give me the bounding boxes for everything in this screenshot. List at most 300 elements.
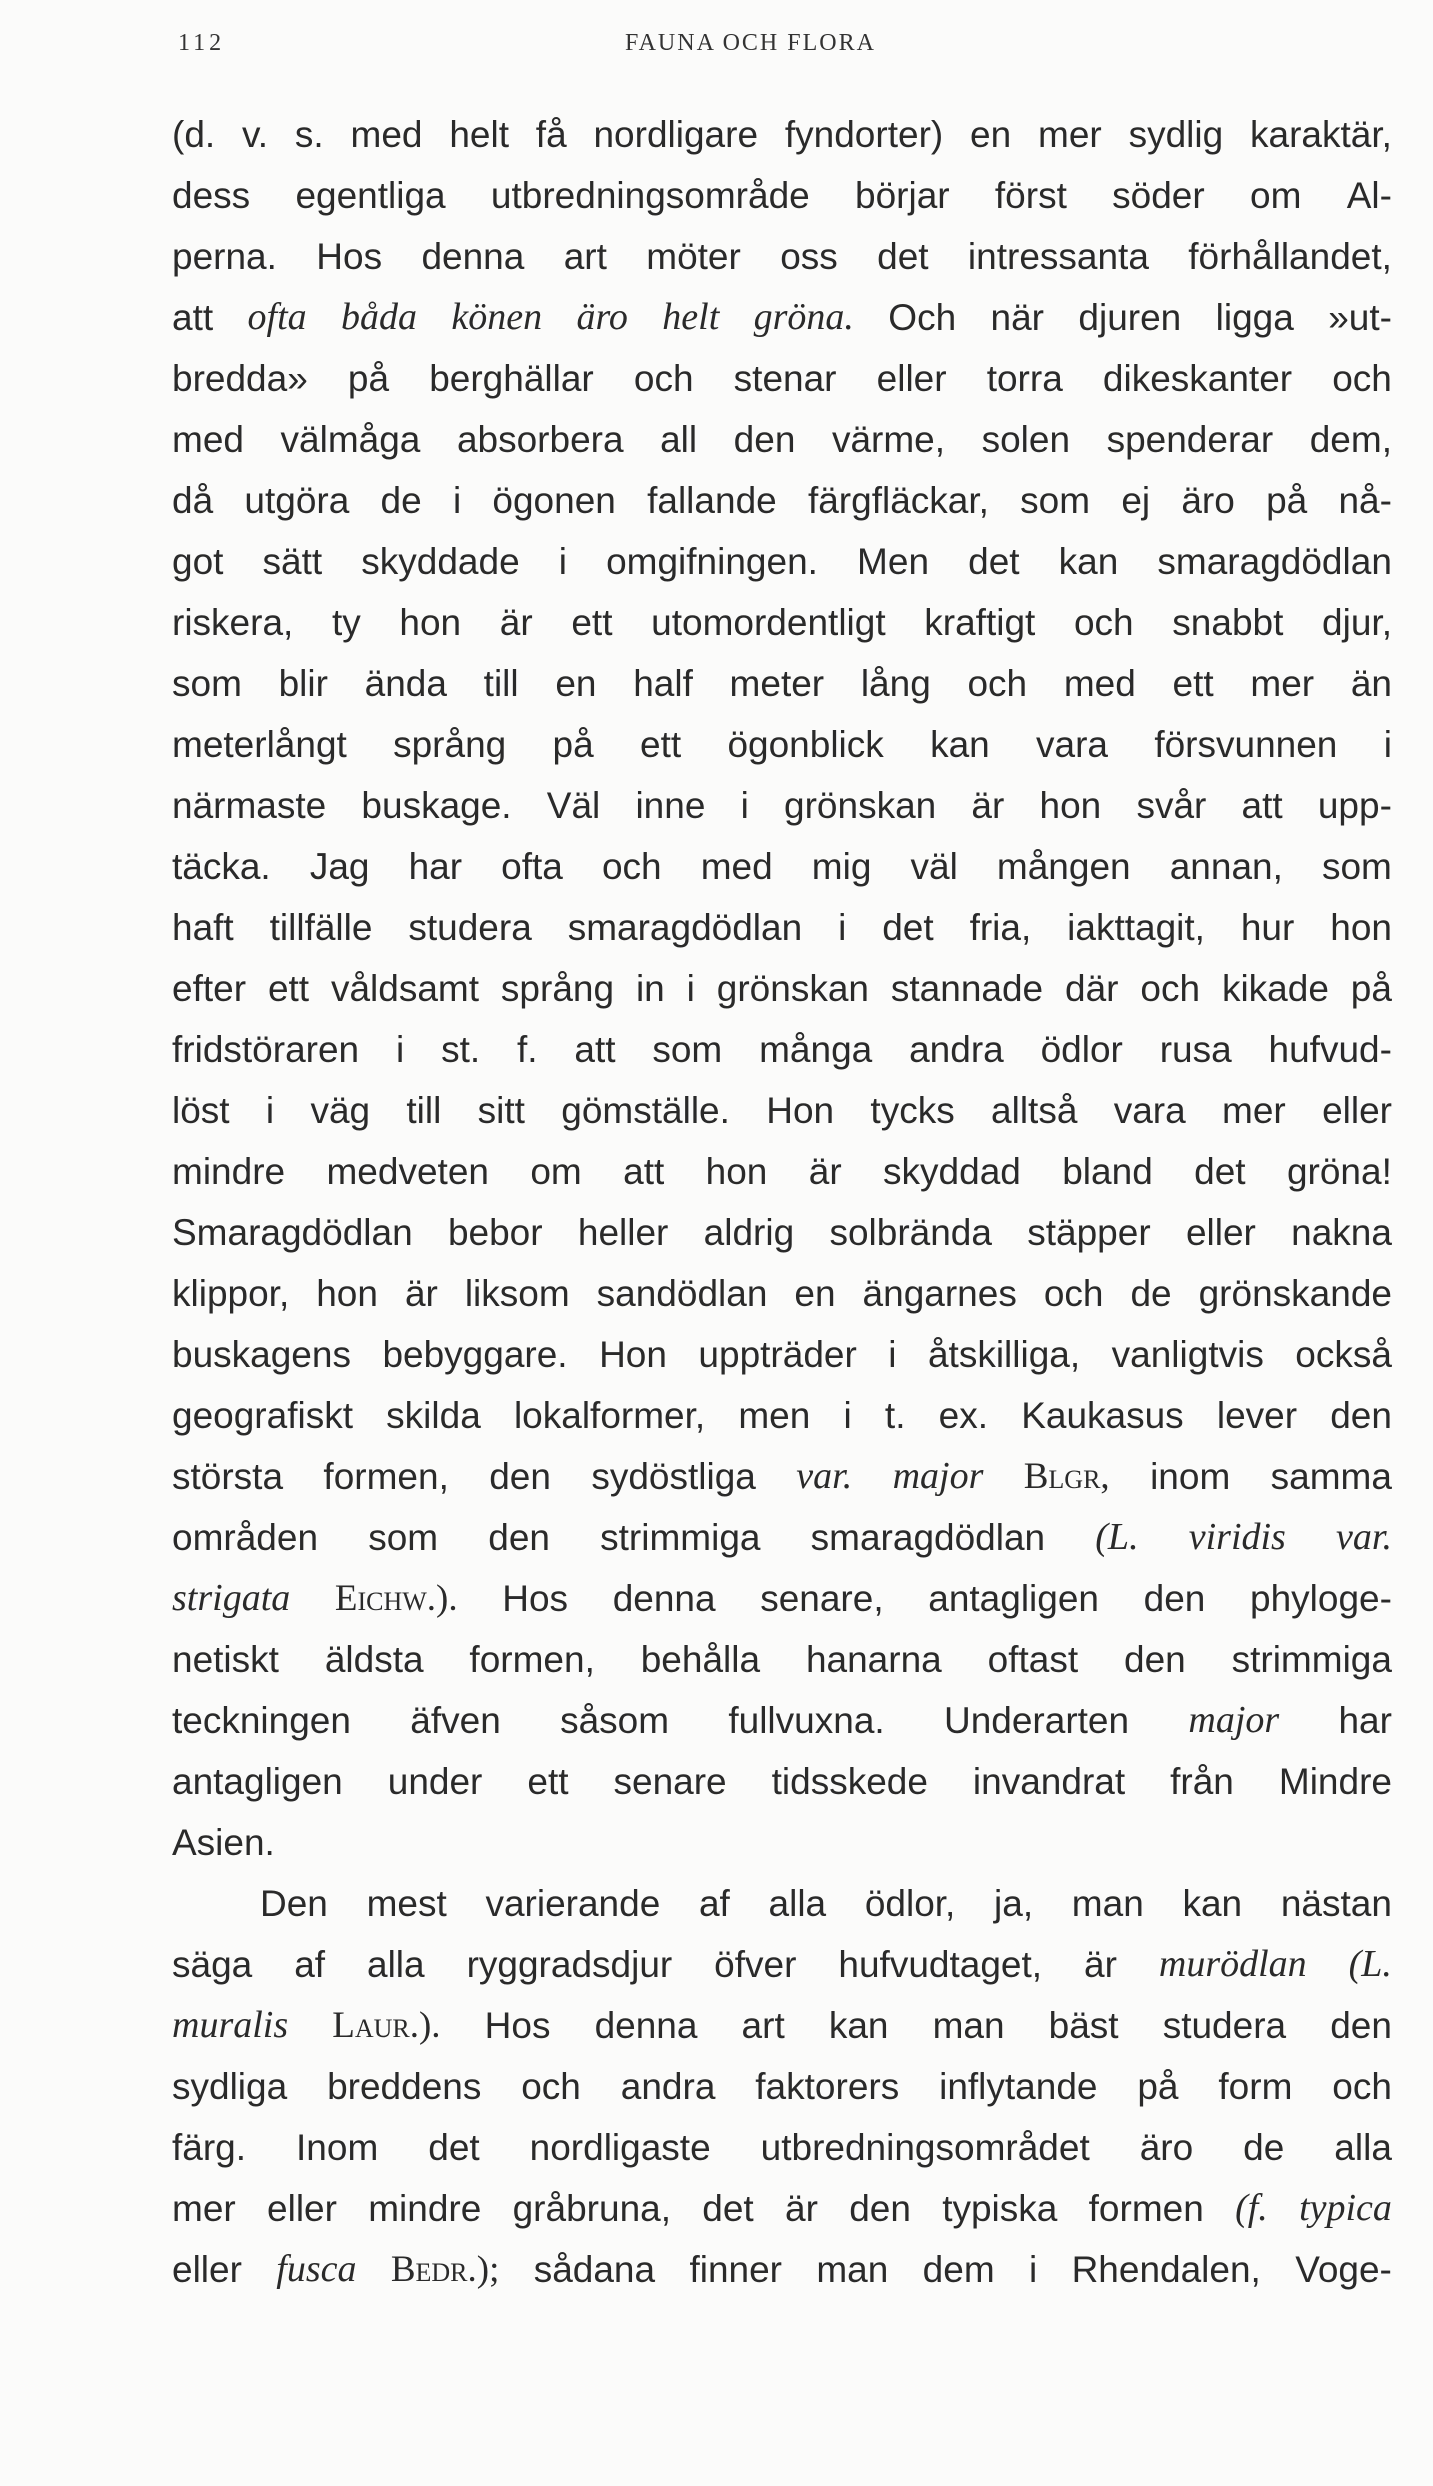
word: fridstöraren (172, 1029, 360, 1070)
word: hur (1240, 907, 1295, 948)
word: smaragdödlan (810, 1517, 1046, 1558)
word: sandödlan (596, 1273, 768, 1314)
word: Laur.). (332, 2005, 441, 2046)
word: de (1243, 2127, 1285, 2168)
word: Men (857, 541, 930, 582)
word: under (387, 1761, 483, 1802)
word: färgfläckar, (807, 480, 989, 521)
word: som (172, 663, 242, 704)
word: och (1073, 602, 1134, 643)
word: de (380, 480, 422, 521)
body-text (172, 104, 1392, 2300)
word: löst (172, 1090, 230, 1131)
word: den (489, 1456, 551, 1497)
word: Al- (1346, 175, 1392, 216)
word: att (172, 297, 214, 338)
text-line (172, 1873, 1392, 1934)
word: strigata (172, 1577, 291, 1619)
text-line (172, 714, 1392, 775)
word: i (558, 541, 567, 582)
page-header (170, 30, 1400, 70)
word: språng (393, 724, 507, 765)
word: kan (828, 2005, 889, 2046)
word: djuren (1078, 297, 1182, 338)
word: Inom (296, 2127, 379, 2168)
word: Voge- (1295, 2249, 1392, 2290)
word: den (1124, 1639, 1186, 1680)
text-line (172, 226, 1392, 287)
text-line (172, 1080, 1392, 1141)
word: i (740, 785, 749, 826)
word: phyloge- (1250, 1578, 1392, 1619)
word: söder (1112, 175, 1205, 216)
text-line (172, 1568, 1392, 1629)
word: Smaragdödlan (172, 1212, 413, 1253)
word: men (738, 1395, 811, 1436)
word: båda (341, 296, 418, 338)
word: könen (451, 296, 543, 338)
word: haft (172, 907, 234, 948)
word: äfven (410, 1700, 501, 1741)
word: klippor, (172, 1273, 290, 1314)
text-line (172, 897, 1392, 958)
word: äro (1181, 480, 1235, 521)
word: mer (1038, 114, 1102, 155)
word: formen (1088, 2188, 1204, 2229)
text-line (172, 1690, 1392, 1751)
word: fallande (647, 480, 777, 521)
word: språng (500, 968, 615, 1009)
word: finner (689, 2249, 782, 2290)
word: att (1241, 785, 1283, 826)
word: fullvuxna. (728, 1700, 885, 1741)
word: förhållandet, (1188, 236, 1392, 277)
word: i (838, 907, 847, 948)
word: i (843, 1395, 852, 1436)
word: inflytande (939, 2066, 1098, 2107)
text-line (172, 2239, 1392, 2300)
word: täcka. (172, 846, 271, 887)
word: möter (646, 236, 741, 277)
word: Hos (484, 2005, 551, 2046)
word: heller (577, 1212, 669, 1253)
word: bäst (1048, 2005, 1119, 2046)
word: ögonen (492, 480, 616, 521)
word: mindre (172, 1151, 286, 1192)
word: och (601, 846, 662, 887)
word: smaragdödlan (1157, 541, 1392, 582)
word: välmåga (280, 419, 421, 460)
word: i (1383, 724, 1392, 765)
word: nakna (1291, 1212, 1392, 1253)
word: hon (399, 602, 462, 643)
word: att (623, 1151, 665, 1192)
word: kraftigt (924, 602, 1036, 643)
text-line (172, 592, 1392, 653)
word: sådana (533, 2249, 656, 2290)
word: andra (620, 2066, 716, 2107)
word: sydliga (172, 2066, 288, 2107)
word: smaragdödlan (567, 907, 803, 948)
word: art (563, 236, 607, 277)
word: hufvud- (1268, 1029, 1392, 1070)
word: den (1330, 1395, 1392, 1436)
word: snabbt (1172, 602, 1284, 643)
word: liksom (464, 1273, 570, 1314)
word: och (967, 663, 1028, 704)
word: där (1065, 968, 1119, 1009)
word: utomordentligt (651, 602, 886, 643)
word: först (994, 175, 1067, 216)
word: Hos (316, 236, 383, 277)
word: mig (811, 846, 872, 887)
word: den (849, 2188, 911, 2229)
word: djur, (1322, 602, 1392, 643)
word: formen, (469, 1639, 595, 1680)
word: spenderar (1106, 419, 1274, 460)
word: uppträder (698, 1334, 857, 1375)
word: annan, (1169, 846, 1283, 887)
word: »ut- (1328, 297, 1392, 338)
word: Asien. (172, 1822, 275, 1863)
word: antagligen (172, 1761, 343, 1802)
text-line (172, 1934, 1392, 1995)
word: helt (662, 296, 720, 338)
word: områden (172, 1517, 319, 1558)
word: är (971, 785, 1005, 826)
word: äldsta (324, 1639, 424, 1680)
word: netiskt (172, 1639, 279, 1680)
word: hon (316, 1273, 378, 1314)
word: nå- (1338, 480, 1392, 521)
word: nordligaste (529, 2127, 711, 2168)
word: och (521, 2066, 581, 2107)
word: alla (768, 1883, 827, 1924)
word: är (808, 1151, 842, 1192)
word: sydlig (1128, 114, 1224, 155)
word: half (633, 663, 693, 704)
text-line (172, 1446, 1392, 1507)
word: ögonblick (727, 724, 884, 765)
word: blir (278, 663, 328, 704)
word: på (1350, 968, 1392, 1009)
word: (L. (1095, 1516, 1139, 1558)
word: eller (1185, 1212, 1256, 1253)
word: eller (267, 2188, 337, 2229)
word: hon (705, 1151, 768, 1192)
word: utbredningsområdet (760, 2127, 1090, 2168)
word: svår (1136, 785, 1207, 826)
word: in (635, 968, 665, 1009)
word: väl (910, 846, 958, 887)
word: senare, (760, 1578, 884, 1619)
word: upp- (1317, 785, 1392, 826)
text-line (172, 104, 1392, 165)
text-line (172, 1141, 1392, 1202)
word: (f. (1235, 2187, 1268, 2229)
word: eller (876, 358, 947, 399)
word: bredda» (172, 358, 308, 399)
word: på (1137, 2066, 1179, 2107)
page-number: 112 (178, 30, 226, 56)
text-line (172, 2117, 1392, 2178)
word: största (172, 1456, 284, 1497)
word: tycks (870, 1090, 955, 1131)
word: man (1071, 1883, 1144, 1924)
word: dikeskanter (1102, 358, 1293, 399)
word: all (660, 419, 698, 460)
text-line (172, 531, 1392, 592)
word: den (488, 1517, 550, 1558)
word: antagligen (928, 1578, 1100, 1619)
word: samma (1270, 1456, 1392, 1497)
word: tillfälle (269, 907, 373, 948)
word: ett (571, 602, 613, 643)
text-line (172, 348, 1392, 409)
word: absorbera (456, 419, 624, 460)
word: stannade (890, 968, 1044, 1009)
word: kan (1058, 541, 1119, 582)
text-line (172, 1385, 1392, 1446)
word: färg. (172, 2127, 247, 2168)
word: inom (1150, 1456, 1231, 1497)
text-line (172, 1202, 1392, 1263)
word: mer (1250, 663, 1315, 704)
word: ett (1172, 663, 1214, 704)
word: den (733, 419, 796, 460)
word: och (1332, 358, 1392, 399)
word: grönskan (716, 968, 869, 1009)
word: denna (421, 236, 525, 277)
word: Väl (546, 785, 601, 826)
word: karaktär, (1250, 114, 1392, 155)
word: hufvudtaget, (838, 1944, 1043, 1985)
word: gröna. (753, 296, 854, 338)
word: Hon (766, 1090, 835, 1131)
text-line (172, 836, 1392, 897)
word: Hon (599, 1334, 667, 1375)
word: det (882, 907, 934, 948)
word: major (892, 1455, 984, 1497)
word: bebyggare. (382, 1334, 568, 1375)
word: Eichw.). (334, 1578, 458, 1619)
word: ligga (1215, 297, 1294, 338)
word: (d. (172, 114, 216, 155)
word: utbredningsområde (490, 175, 810, 216)
word: ett (527, 1761, 569, 1802)
word: som (652, 1029, 723, 1070)
word: buskage. (361, 785, 512, 826)
word: börjar (855, 175, 950, 216)
word: eller (172, 2249, 242, 2290)
word: (L. (1348, 1943, 1392, 1985)
word: mången (996, 846, 1131, 887)
word: rusa (1159, 1029, 1232, 1070)
word: denna (594, 2005, 698, 2046)
text-line (172, 287, 1392, 348)
word: en (555, 663, 597, 704)
word: med (1063, 663, 1136, 704)
word: eller (1322, 1090, 1392, 1131)
word: lever (1216, 1395, 1298, 1436)
text-line (172, 2178, 1392, 2239)
word: sitt (477, 1090, 525, 1131)
word: strimmiga (600, 1517, 761, 1558)
word: teckningen (172, 1700, 351, 1741)
word: iakttagit, (1067, 907, 1205, 948)
word: tidsskede (771, 1761, 928, 1802)
text-line (172, 1019, 1392, 1080)
word: form (1218, 2066, 1293, 2107)
word: s. (294, 114, 324, 155)
word: efter (172, 968, 247, 1009)
word: ödlor (1040, 1029, 1123, 1070)
word: sätt (262, 541, 323, 582)
word: få (535, 114, 567, 155)
word: åtskilliga, (927, 1334, 1081, 1375)
word: att (574, 1029, 616, 1070)
word: inne (635, 785, 706, 826)
word: major (1188, 1699, 1280, 1741)
word: det (968, 541, 1020, 582)
word: Blgr, (1023, 1456, 1110, 1497)
word: solbrända (829, 1212, 992, 1253)
word: geografiskt (172, 1395, 353, 1436)
word: bland (1062, 1151, 1153, 1192)
word: formen, (323, 1456, 449, 1497)
word: med (350, 114, 423, 155)
word: från (1170, 1761, 1234, 1802)
word: våldsamt (330, 968, 480, 1009)
word: oss (780, 236, 838, 277)
word: mer (1222, 1090, 1286, 1131)
word: v. (242, 114, 269, 155)
word: alla (1334, 2127, 1392, 2168)
word: var. (1336, 1516, 1392, 1558)
word: i (888, 1334, 897, 1375)
word: art (741, 2005, 785, 2046)
word: lång (860, 663, 931, 704)
word: fyndorter) (784, 114, 944, 155)
word: medveten (326, 1151, 489, 1192)
word: stäpper (1027, 1212, 1151, 1253)
word: var. (796, 1455, 853, 1497)
word: Rhendalen, (1071, 2249, 1261, 2290)
word: dem, (1309, 419, 1392, 460)
word: ängarnes (862, 1273, 1017, 1314)
text-line (172, 1263, 1392, 1324)
word: bebor (447, 1212, 543, 1253)
word: muralis (172, 2004, 289, 2046)
word: en (794, 1273, 836, 1314)
word: som (368, 1517, 439, 1558)
word: dem (922, 2249, 995, 2290)
word: är (1084, 1944, 1117, 1985)
word: en (970, 114, 1012, 155)
word: den (1143, 1578, 1206, 1619)
word: stenar (733, 358, 837, 399)
word: invandrat (972, 1761, 1126, 1802)
word: meter (729, 663, 825, 704)
word: Underarten (943, 1700, 1130, 1741)
word: ofta (247, 296, 307, 338)
word: äro (1139, 2127, 1194, 2168)
word: säga (172, 1944, 253, 1985)
word: behålla (640, 1639, 761, 1680)
word: det (1194, 1151, 1246, 1192)
word: hon (1039, 785, 1102, 826)
word: mindre (368, 2188, 482, 2229)
text-line (172, 653, 1392, 714)
word: hon (1330, 907, 1392, 948)
word: om (1250, 175, 1302, 216)
word: buskagens (172, 1334, 351, 1375)
word: är (785, 2188, 818, 2229)
word: mer (172, 2188, 236, 2229)
word: Bedr.); (390, 2249, 500, 2290)
word: solen (981, 419, 1071, 460)
word: har (408, 846, 463, 887)
word: lokalformer, (513, 1395, 706, 1436)
word: det (702, 2188, 754, 2229)
word: som (1321, 846, 1392, 887)
text-line (172, 1629, 1392, 1690)
word: aldrig (703, 1212, 795, 1253)
text-line (172, 1751, 1392, 1812)
word: till (483, 663, 519, 704)
text-line (172, 1812, 1392, 1873)
word: ett (267, 968, 310, 1009)
word: och (633, 358, 694, 399)
text-line (172, 958, 1392, 1019)
word: ex. (938, 1395, 989, 1436)
word: Jag (309, 846, 370, 887)
word: äro (576, 296, 628, 338)
word: ja, (994, 1883, 1034, 1924)
word: då (172, 480, 214, 521)
word: kikade (1221, 968, 1329, 1009)
word: ödlor, (864, 1883, 956, 1924)
word: ofta (501, 846, 563, 887)
word: senare (613, 1761, 727, 1802)
word: typica (1299, 2187, 1392, 2229)
word: vara (1036, 724, 1109, 765)
word: studera (408, 907, 532, 948)
word: skyddade (361, 541, 520, 582)
word: ett (640, 724, 682, 765)
word: fusca (276, 2248, 357, 2290)
word: i (265, 1090, 275, 1131)
word: i (1029, 2249, 1038, 2290)
word: de (1130, 1273, 1172, 1314)
word: och (1332, 2066, 1392, 2107)
word: mest (366, 1883, 447, 1924)
word: och (1140, 968, 1201, 1009)
word: som (1020, 480, 1091, 521)
word: utgöra (244, 480, 350, 521)
word: vara (1113, 1090, 1186, 1131)
word: helt (449, 114, 509, 155)
word: oftast (987, 1639, 1079, 1680)
word: Den (260, 1883, 328, 1924)
word: st. (441, 1029, 481, 1070)
word: ej (1121, 480, 1151, 521)
word: ända (364, 663, 447, 704)
word: sydöstliga (591, 1456, 756, 1497)
word: intressanta (967, 236, 1149, 277)
word: är (404, 1273, 438, 1314)
word: dess (172, 175, 251, 216)
